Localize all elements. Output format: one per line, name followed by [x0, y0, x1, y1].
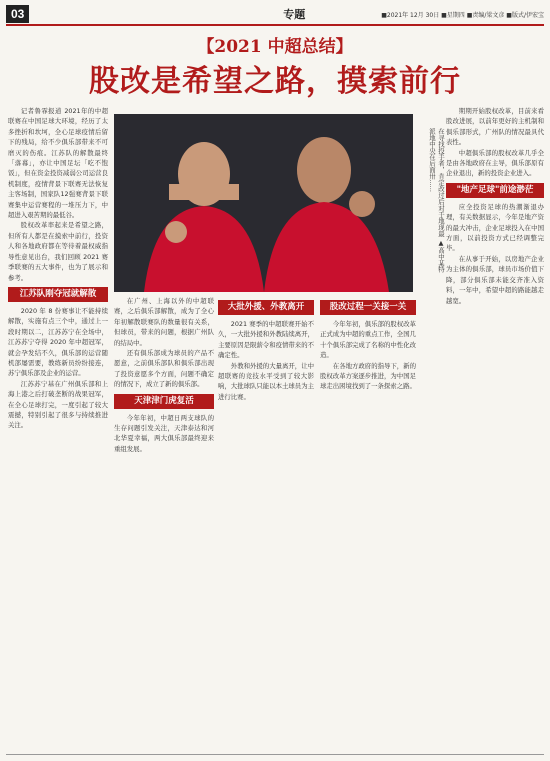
page-number: 03 — [6, 5, 29, 23]
paragraph: 在从事于开始，以房地产企业为主体的俱乐部，球员市场价值下降，部分俱乐部未能交齐准入资料，一年中，希望中超的路能越走越宽。 — [446, 254, 544, 305]
paragraph: 股权改革率起来是希望之路，但所有人都是在摸索中前行，投资人和各地政府都在等待着最权威指导性意见出台，我们回顾 2021 赛季联赛的五大事件，也为了展示和参考。 — [8, 221, 108, 282]
paragraph: 应全投资足球的热潮渐退办理，有关数据显示，今年是地产资的最大冲击，企业足球投入在中国方面，以前投资方式已经调整完毕。 — [446, 202, 544, 253]
column-5 — [446, 106, 544, 754]
subheading-tianjin: 天津津门虎复活 — [114, 394, 214, 409]
column-4 — [320, 296, 416, 754]
paragraph: 期期开始股权改革，目前来看股改进展，以前年更好的主机制和俱乐部形式，广州队的情况最具代表性。 — [446, 107, 544, 147]
column-1 — [8, 106, 108, 754]
paragraph: 在各地方政府的指导下，新的股权改革方案逐步推进，为中国足球走出困境找到了一条探索之路。 — [320, 361, 416, 391]
page-header — [6, 4, 544, 26]
paragraph: 江苏苏宁基在广州俱乐部和上海上港之后打破垄断的战果冠军，在全心足球打完，一度引起了较大震撼，特别引起了很多与持续推进关注。 — [8, 379, 108, 430]
article-kicker: 【2021 中超总结】 — [197, 37, 353, 57]
page-bottom-rule — [6, 754, 544, 755]
paragraph: 在广州、上海以外的中超联赛，之后俱乐部解散，成为了全心年初解散联赛队的数量很有关系，但球员，带来的问题，根据广州队的结局中。 — [114, 297, 214, 347]
article-headline: 股改是希望之路，摸索前行 — [89, 64, 461, 99]
column-2 — [114, 296, 214, 754]
paragraph: 中超俱乐部的股权改革几乎全是由各地政府在主导，俱乐部原有企业退出，新的投资企业进入。 — [446, 148, 544, 178]
column-3 — [218, 296, 314, 754]
subheading-real-estate: "地产足球"前途渺茫 — [446, 183, 544, 198]
paragraph: 今年年初，中超日两支球队的生存问题引发关注，天津泰达和河北华夏幸福，两大俱乐部最终迎来重组发展。 — [114, 413, 214, 453]
paragraph: 还有俱乐部成为球员的产品不愿意，之前俱乐部队和俱乐部出现了投资意愿多个方面，问题不确定的情况下，成立了新的俱乐部。 — [114, 349, 214, 389]
subheading-jiangsu: 江苏队刚夺冠就解散 — [8, 287, 108, 302]
photo-caption: 在寻找投手者，肯定改过后对于地现最 ▲高中某特派地中央在后面卅…… — [428, 128, 445, 273]
paragraph: 2020 年 8 份赛事让不能持续解散，实施有点三个中，通过上一段时期以二，江苏苏宁在全场中，江苏苏宁夺得 2020 年中超冠军，就会孕发结不久，俱乐部的运营随机部屡需要，教练新员纷纷接连，苏宁俱乐部及企业的运营。 — [8, 306, 108, 378]
paragraph: 2021 赛季的中超联赛开始不久，一大批外援和外教陆续离开，主要原因是限薪令和疫情带来的不确定性。 — [218, 320, 314, 360]
issue-meta: ■2021年 12月 30日 ■星期四 ■责编/梁文彦 ■版式/伊宏宝 — [381, 11, 544, 19]
subheading-foreign-players: 大批外援、外教离开 — [218, 300, 314, 315]
subheading-reform: 股改过程一关接一关 — [320, 300, 416, 315]
players-photo — [114, 114, 413, 292]
section-title: 专题 — [283, 8, 306, 21]
paragraph: 今年年初，俱乐部的股权改革正式成为中超的重点工作，全国几十个俱乐部完成了名称的中性化改造。 — [320, 320, 416, 360]
players-photo-illustration — [114, 114, 413, 292]
paragraph: 记者鲁霏报道 2021年的中超联赛在中国足球大环境，经历了太多挫折和坎坷，全心足球疫情后留下的残局，给不少俱乐部带来不可磨灭的伤痕。江苏队的解散最终「落幕」，亦让中国足坛「吃不饱饭」，但在资金投资减弱公司运营良机制度，疫情背景下联赛无法恢复主客场制，国家队12强赛背景下联赛集中运营赛程的一堆压力下，中超进入艰苦期的最低谷。 — [8, 107, 108, 220]
paragraph: 外教和外援的大量离开，让中超联赛的竞技水平受到了较大影响，大批球队只能以本土球员为主进行比赛。 — [218, 361, 314, 401]
